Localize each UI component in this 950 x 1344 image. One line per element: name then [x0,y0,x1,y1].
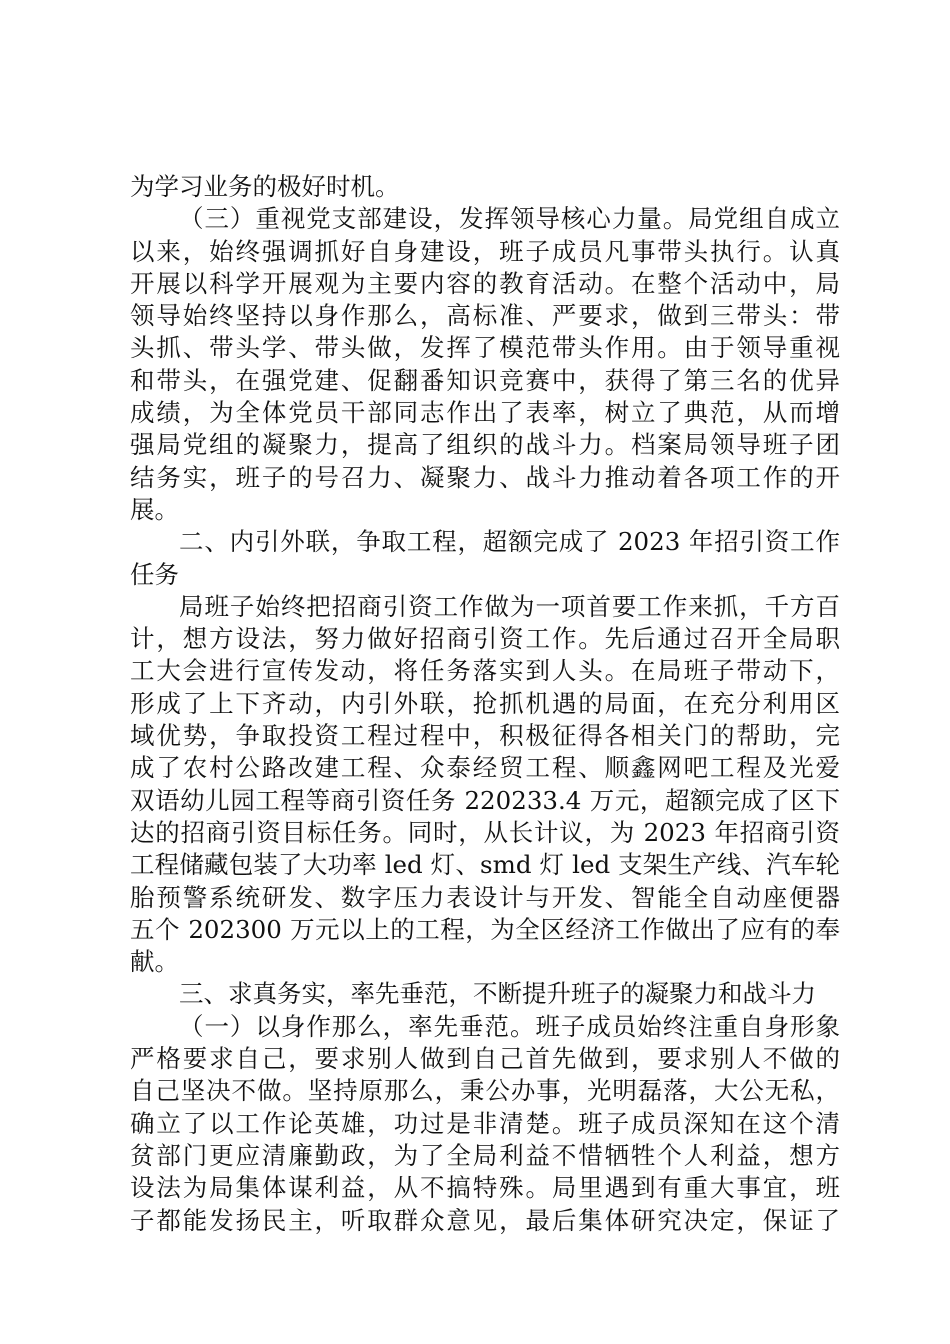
text-line: 严格要求自己，要求别人做到自己首先做到，要求别人不做的 [130,1044,840,1074]
text-line: 开展以科学开展观为主要内容的教育活动。在整个活动中，局 [130,268,840,298]
text-line: 为学习业务的极好时机。 [130,172,400,201]
text-line: （三）重视党支部建设，发挥领导核心力量。局党组自成立 [179,204,840,234]
text-line: 献。 [130,947,179,977]
text-line: 强局党组的凝聚力，提高了组织的战斗力。档案局领导班子团 [130,430,840,460]
text-line: 展。 [130,494,179,524]
text-line: 贫部门更应清廉勤政，为了全局利益不惜牺牲个人利益，想方 [130,1140,840,1170]
text-line: 自己坚决不做。坚持原那么，秉公办事，光明磊落，大公无私， [130,1076,840,1106]
text-line: 双语幼儿园工程等商引资任务 220233.4 万元，超额完成了区下 [130,785,840,815]
text-line: 成绩，为全体党员干部同志作出了表率，树立了典范，从而增 [130,398,840,428]
text-line: 局班子始终把招商引资工作做为一项首要工作来抓，千方百 [179,591,840,621]
text-line: 任务 [130,559,179,589]
text-line: 形成了上下齐动，内引外联，抢抓机遇的局面，在充分利用区 [130,688,840,718]
text-line: 设法为局集体谋利益，从不搞特殊。局里遇到有重大事宜，班 [130,1173,840,1203]
text-line: 工大会进行宣传发动，将任务落实到人头。在局班子带动下， [130,656,840,686]
text-line: 成了农村公路改建工程、众泰经贸工程、顺鑫网吧工程及光爱 [130,753,840,783]
text-line: 子都能发扬民主，听取群众意见，最后集体研究决定，保证了 [130,1205,840,1235]
text-line: 三、求真务实，率先垂范，不断提升班子的凝聚力和战斗力 [179,979,816,1009]
document-body [130,171,840,1237]
text-line: 达的招商引资目标任务。同时，从长计议，为 2023 年招商引资 [130,817,840,847]
text-line: 确立了以工作论英雄，功过是非清楚。班子成员深知在这个清 [130,1108,840,1138]
text-line: 和带头，在强党建、促翻番知识竞赛中，获得了第三名的优异 [130,365,840,395]
text-line: 结务实，班子的号召力、凝聚力、战斗力推动着各项工作的开 [130,462,840,492]
text-line: 工程储藏包装了大功率 led 灯、smd 灯 led 支架生产线、汽车轮 [130,850,840,880]
text-line: 胎预警系统研发、数字压力表设计与开发、智能全自动座便器 [130,882,840,912]
text-line: 二、内引外联，争取工程，超额完成了 2023 年招引资工作 [179,527,840,557]
text-line: 以来，始终强调抓好自身建设，班子成员凡事带头执行。认真 [130,236,840,266]
text-line: 领导始终坚持以身作那么，高标准、严要求，做到三带头：带 [130,301,840,331]
text-line: （一）以身作那么，率先垂范。班子成员始终注重自身形象 [179,1011,840,1041]
text-line: 域优势，争取投资工程过程中，积极征得各相关门的帮助，完 [130,721,840,751]
text-line: 计，想方设法，努力做好招商引资工作。先后通过召开全局职 [130,624,840,654]
text-line: 头抓、带头学、带头做，发挥了模范带头作用。由于领导重视 [130,333,840,363]
text-line: 五个 202300 万元以上的工程，为全区经济工作做出了应有的奉 [130,914,840,944]
